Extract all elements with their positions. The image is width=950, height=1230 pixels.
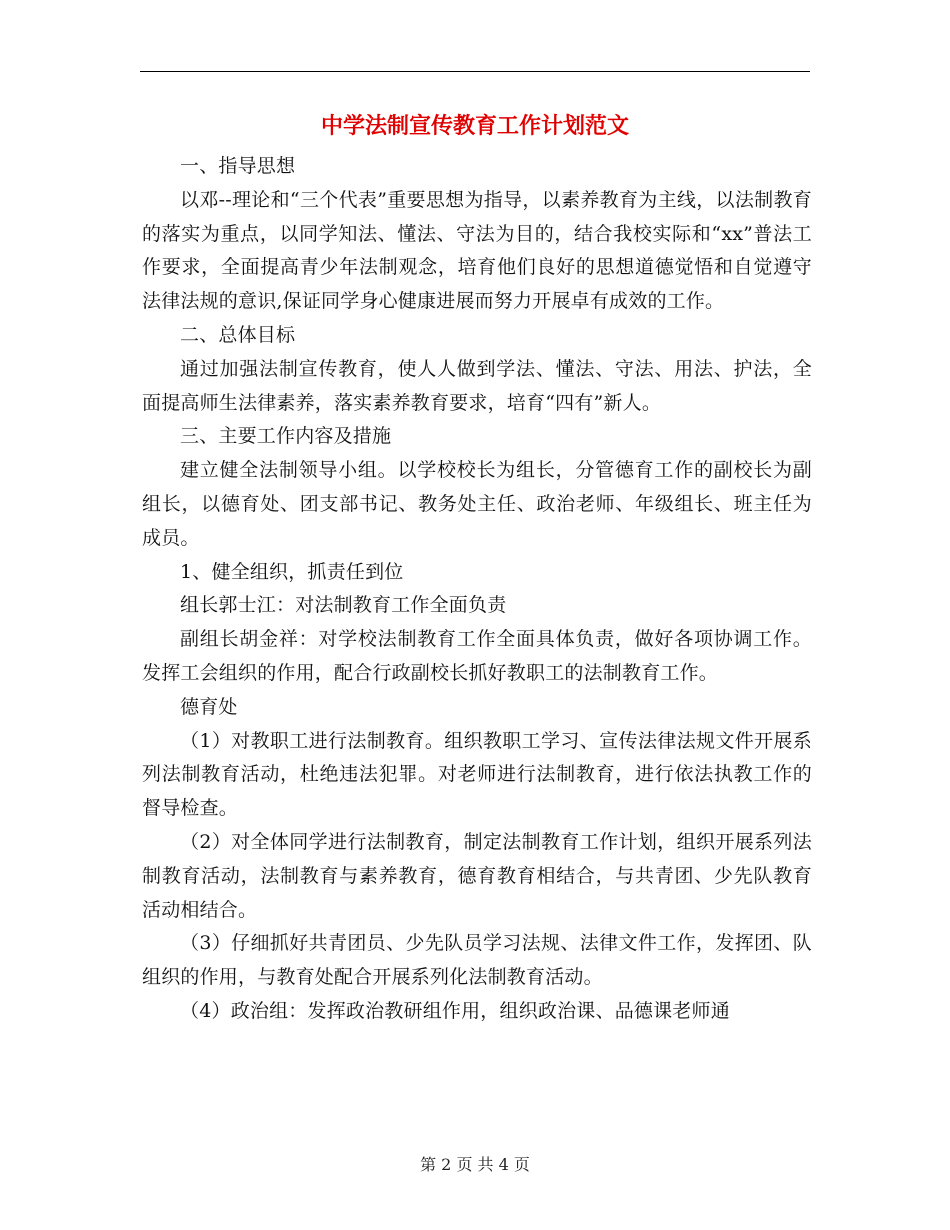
- paragraph: 组长郭士江：对法制教育工作全面负责: [180, 594, 507, 617]
- list-item: （2）对全体同学进行法制教育，制定法制教育工作计划，组织开展系列法制教育活动，法制教育与素养教育，德育教育相结合，与共青团、少先队教育活动相结合。: [142, 830, 812, 921]
- page-number: 第 2 页 共 4 页: [420, 1155, 530, 1174]
- paragraph: 副组长胡金祥：对学校法制教育工作全面具体负责，做好各项协调工作。发挥工会组织的作用，配合行政副校长抓好教职工的法制教育工作。: [142, 628, 812, 684]
- paragraph: 通过加强法制宣传教育，使人人做到学法、懂法、守法、用法、护法，全面提高师生法律素养，落实素养教育要求，培育“四有”新人。: [142, 357, 812, 414]
- document-title: 中学法制宣传教育工作计划范文: [320, 113, 629, 139]
- list-item: （3）仔细抓好共青团员、少先队员学习法规、法律文件工作，发挥团、队组织的作用，与教育处配合开展系列化法制教育活动。: [142, 932, 812, 989]
- subheading-moral-office: 德育处: [180, 695, 238, 718]
- document-body: [142, 150, 812, 1029]
- paragraph: 以邓--理论和“三个代表”重要思想为指导，以素养教育为主线，以法制教育的落实为重点，以同学知法、懂法、守法为目的，结合我校实际和“xx”普法工作要求，全面提高青少年法制观念，培育他们良好的思想道德觉悟和自觉遵守法律法规的意识,保证同学身心健康进展而努力开展卓有成效的工作。: [142, 188, 812, 313]
- heading-guiding-ideology: 一、指导思想: [180, 155, 296, 177]
- heading-main-work: 三、主要工作内容及措施: [180, 425, 392, 448]
- header-rule: [140, 71, 810, 72]
- heading-overall-goal: 二、总体目标: [180, 323, 296, 346]
- paragraph: 建立健全法制领导小组。以学校校长为组长，分管德育工作的副校长为副组长，以德育处、团支部书记、教务处主任、政治老师、年级组长、班主任为成员。: [142, 459, 812, 549]
- subheading-organization: 1、健全组织，抓责任到位: [180, 560, 404, 583]
- list-item: （1）对教职工进行法制教育。组织教职工学习、宣传法律法规文件开展系列法制教育活动，杜绝违法犯罪。对老师进行法制教育，进行依法执教工作的督导检查。: [142, 729, 812, 820]
- list-item: （4）政治组：发挥政治教研组作用，组织政治课、品德课老师通: [180, 999, 730, 1022]
